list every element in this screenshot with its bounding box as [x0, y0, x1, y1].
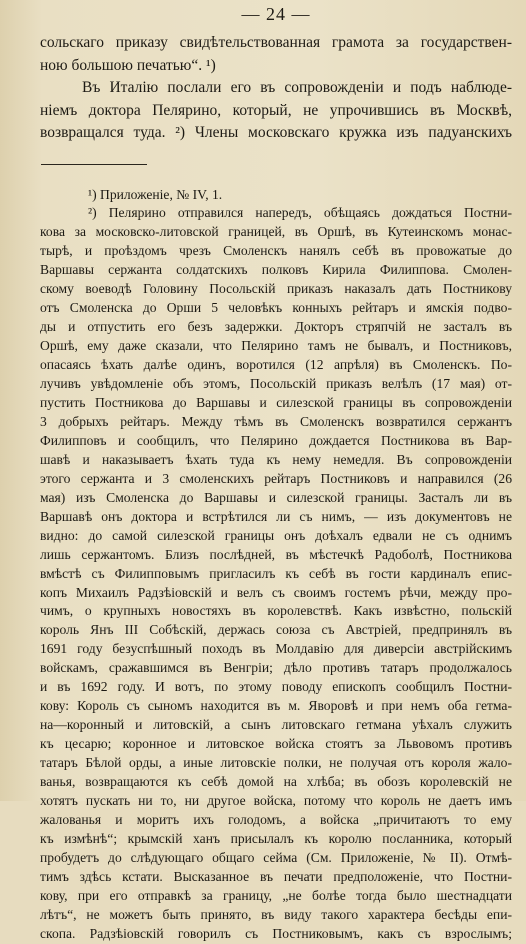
footnote-line: татаръ Бѣлой орды, а иные литовскіе полки, не получая отъ короля жало- [40, 755, 512, 771]
main-text [40, 32, 512, 145]
main-line: ніемъ доктора Пелярино, который, не упрочившись въ Москвѣ, [40, 101, 512, 119]
footnote-line: къ цесарю; коронное и литовское войска стоятъ за Львовомъ противъ [40, 736, 512, 752]
footnote-line: жалованья и моритъ ихъ голодомъ, а войска „причитаютъ то ему [40, 811, 512, 827]
footnote-line: тимъ здѣсь кстати. Высказанное въ печати предположеніе, что Постни- [40, 868, 512, 884]
footnote-line: ванья, возвращаются къ себѣ домой на хлѣба; въ обозъ королевскій не [40, 774, 512, 790]
footnote-line: Филипповъ и сообщилъ, что Пелярино дождается Постникова въ Вар- [40, 432, 512, 448]
footnote-line: Варшавы сержанта солдатскихъ полковъ Кирила Филиппова. Смолен- [40, 262, 512, 278]
footnote-line: хотятъ пускать ни то, ни другое войска, потому что король не даетъ имъ [40, 793, 512, 808]
footnote-line: видно: до самой силезской границы онъ доѣхалъ едвали не съ однимъ [40, 527, 512, 543]
main-line: возвращался туда. ²) Члены московскаго кружка изъ падуанскихъ [40, 124, 512, 141]
footnote-line: пробудетъ до слѣдующаго общаго сейма (См. Приложеніе, № II). Отмѣ- [40, 849, 512, 865]
footnote-line: лишь сержантомъ. Близъ послѣдней, въ мѣстечкѣ Радоболѣ, Постникова [40, 546, 512, 562]
footnote-line: тырѣ, и проѣздомъ чрезъ Смоленскъ нанялъ себѣ въ провожатые до [40, 243, 512, 259]
footnote-line: чимъ, о крупныхъ новостяхъ въ королевствѣ. Какъ извѣстно, польскій [40, 603, 512, 619]
main-line: ною большою печатью“. ¹) [40, 56, 216, 74]
footnote-line: къ измѣнѣ“; крымскій ханъ присылалъ къ королю посланника, который [40, 830, 512, 846]
footnote-line: лучивъ увѣдомленіе объ этомъ, Посольскій приказъ велѣлъ (17 мая) от- [40, 376, 512, 392]
footnote-line: на—коронный и литовскій, а сынъ литовскаго гетмана уѣхалъ служить [40, 717, 512, 733]
footnote-line: этого сержанта и 3 смоленскихъ рейтаръ Постниковъ и направился (26 [40, 470, 512, 486]
footnote-line: ²) Пелярино отправился напередъ, обѣщаясь дождаться Постни- [88, 205, 512, 221]
footnote-line: 3 добрыхъ рейтаръ. Между тѣмъ въ Смоленскъ возвратился сержантъ [40, 413, 512, 429]
footnote-line: ды и отпустить его безъ задержки. Докторъ стряпчій не засталъ въ [40, 319, 512, 335]
footnote-line: шавѣ и наказываетъ ѣхать туда къ нему немедля. Въ сопровожденіи [40, 451, 512, 467]
footnote-line: и въ 1692 году. И вотъ, по этому поводу епископъ сообщилъ Постни- [40, 679, 512, 695]
footnote-line: 1691 году безуспѣшный походъ въ Молдавію для диверсіи австрійскимъ [40, 641, 512, 657]
footnote-line: опасаясь ѣхать далѣе одинъ, воротился (12 апрѣля) въ Смоленскъ. По- [40, 357, 512, 373]
main-line: сольскаго приказу свидѣтельствованная грамота за государствен- [40, 34, 512, 51]
footnote-line: ¹) Приложеніе, № IV, 1. [88, 186, 223, 202]
footnote-line: лѣтъ“, не можетъ быть принято, въ виду такого характера бесѣды епи- [40, 906, 512, 922]
footnote-line: пустить Постникова до Варшавы и силезской границы въ сопровожденіи [40, 394, 512, 410]
footnote-line: скопа. Радзѣіовскій говорилъ съ Постниковымъ, какъ съ взрослымъ; [40, 925, 512, 941]
footnote-line: Варшавѣ онъ доктора и встрѣтился ли съ нимъ, — изъ документовъ не [40, 508, 512, 524]
footnote-line: вмѣстѣ съ Филипповымъ пригласилъ къ себѣ въ гости кардиналъ епис- [40, 565, 512, 581]
footnote-line: кова за московско-литовской границей, въ Оршѣ, въ Кутеинскомъ монас- [40, 224, 512, 240]
footnote-line: кову: Король съ сыномъ находится въ м. Яворовѣ и при немъ оба гетма- [40, 698, 512, 714]
footnote-line: Оршѣ, ему даже сказали, что Пелярино тамъ не бывалъ, и Постниковъ, [40, 338, 512, 354]
footnotes [40, 186, 512, 944]
footnote-line: скому воеводѣ Головину Посольскій приказъ наказалъ дать Постникову [40, 281, 512, 297]
footnote-line: король Янъ III Собѣскій, держась союза съ Австріей, предпринялъ въ [40, 622, 512, 638]
footnote-line: отъ Смоленска до Орши 5 человѣкъ конныхъ рейтаръ и ямскія подво- [40, 300, 512, 316]
main-line: Въ Италію послали его въ сопровожденіи и подъ наблюде- [82, 79, 512, 96]
footnote-separator [41, 164, 147, 165]
footnote-line: копъ Михаилъ Радзѣіовскій и велъ съ своимъ гостемъ рѣчи, между про- [40, 584, 512, 600]
footnote-line: мая) изъ Смоленска до Варшавы и силезской границы. Засталъ ли въ [40, 489, 512, 505]
footnote-line: кову, при его отправкѣ за границу, „не болѣе тогда было шестнадцати [40, 887, 512, 903]
footnote-line: войскамъ, сражавшимся въ Венгріи; дѣло противъ татаръ продолжалось [40, 660, 512, 676]
page-number: — 24 — [241, 4, 311, 24]
